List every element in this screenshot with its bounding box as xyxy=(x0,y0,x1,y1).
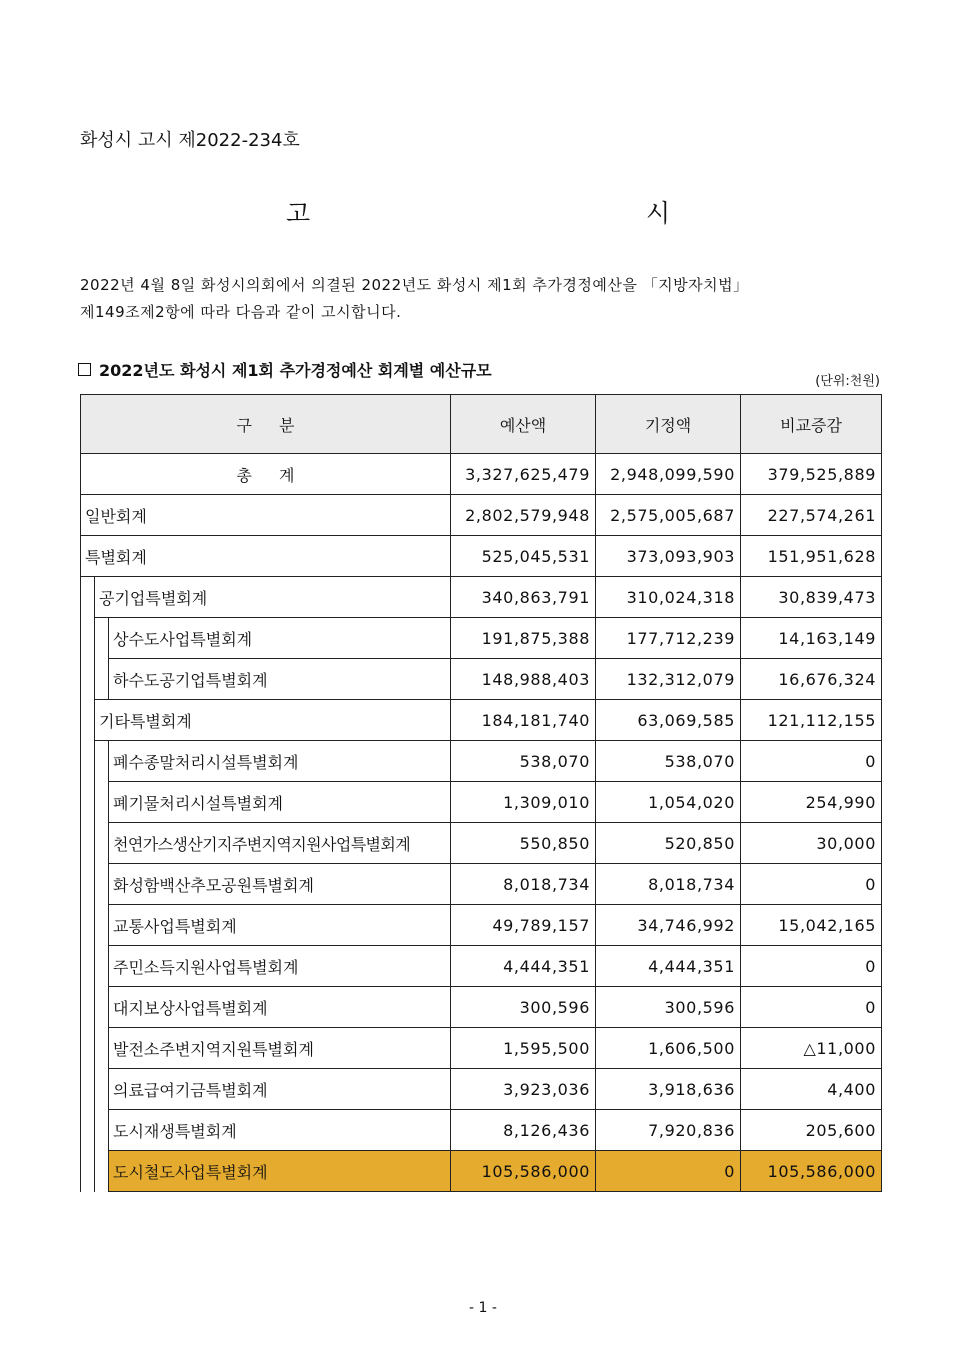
table-row xyxy=(81,741,882,782)
total-existing: 2,948,099,590 xyxy=(596,454,741,495)
row-label: 일반회계 xyxy=(81,495,451,536)
row-label: 하수도공기업특별회계 xyxy=(109,659,451,700)
row-diff: △11,000 xyxy=(741,1028,882,1069)
row-budget: 8,126,436 xyxy=(451,1110,596,1151)
row-diff: 0 xyxy=(741,741,882,782)
row-budget: 300,596 xyxy=(451,987,596,1028)
row-diff: 30,839,473 xyxy=(741,577,882,618)
row-diff: 151,951,628 xyxy=(741,536,882,577)
row-diff: 14,163,149 xyxy=(741,618,882,659)
total-diff: 379,525,889 xyxy=(741,454,882,495)
row-label: 주민소득지원사업특별회계 xyxy=(109,946,451,987)
indent-spacer xyxy=(95,618,109,700)
table-row xyxy=(81,1110,882,1151)
row-diff: 30,000 xyxy=(741,823,882,864)
table-header-row xyxy=(81,395,882,454)
row-budget: 1,595,500 xyxy=(451,1028,596,1069)
row-budget: 1,309,010 xyxy=(451,782,596,823)
row-existing: 300,596 xyxy=(596,987,741,1028)
budget-table xyxy=(80,394,882,1192)
row-budget: 3,923,036 xyxy=(451,1069,596,1110)
row-budget: 8,018,734 xyxy=(451,864,596,905)
row-existing: 7,920,836 xyxy=(596,1110,741,1151)
row-label: 특별회계 xyxy=(81,536,451,577)
table-row xyxy=(81,987,882,1028)
row-label: 기타특별회계 xyxy=(95,700,451,741)
row-budget: 148,988,403 xyxy=(451,659,596,700)
row-budget: 191,875,388 xyxy=(451,618,596,659)
page-number: - 1 - xyxy=(469,1300,497,1316)
table-row xyxy=(81,577,882,618)
row-existing: 177,712,239 xyxy=(596,618,741,659)
row-existing: 63,069,585 xyxy=(596,700,741,741)
table-row xyxy=(81,864,882,905)
row-budget: 2,802,579,948 xyxy=(451,495,596,536)
row-label: 대지보상사업특별회계 xyxy=(109,987,451,1028)
row-label: 도시재생특별회계 xyxy=(109,1110,451,1151)
table-row xyxy=(81,905,882,946)
section-heading-text: 2022년도 화성시 제1회 추가경정예산 회계별 예산규모 xyxy=(99,361,492,380)
row-diff: 227,574,261 xyxy=(741,495,882,536)
total-budget: 3,327,625,479 xyxy=(451,454,596,495)
intro-paragraph xyxy=(80,272,880,326)
intro-line-2: 제149조제2항에 따라 다음과 같이 고시합니다. xyxy=(80,303,402,321)
row-label: 폐수종말처리시설특별회계 xyxy=(109,741,451,782)
table-row xyxy=(81,1069,882,1110)
row-diff: 0 xyxy=(741,864,882,905)
row-budget: 184,181,740 xyxy=(451,700,596,741)
table-row xyxy=(81,823,882,864)
row-diff: 0 xyxy=(741,946,882,987)
row-label: 도시철도사업특별회계 xyxy=(109,1151,451,1192)
row-diff: 4,400 xyxy=(741,1069,882,1110)
intro-line-1: 2022년 4월 8일 화성시의회에서 의결된 2022년도 화성시 제1회 추가경정예산을 「지방자치법」 xyxy=(80,276,749,294)
header-category: 구 분 xyxy=(81,395,451,454)
row-existing: 373,093,903 xyxy=(596,536,741,577)
row-existing: 520,850 xyxy=(596,823,741,864)
row-label: 상수도사업특별회계 xyxy=(109,618,451,659)
section-heading xyxy=(78,358,492,381)
row-diff: 15,042,165 xyxy=(741,905,882,946)
row-existing: 310,024,318 xyxy=(596,577,741,618)
row-diff: 0 xyxy=(741,987,882,1028)
table-row-highlighted xyxy=(81,1151,882,1192)
title-char-si: 시 xyxy=(646,199,671,228)
row-existing: 1,054,020 xyxy=(596,782,741,823)
indent-spacer xyxy=(95,741,109,1192)
checkbox-square-icon xyxy=(78,363,91,376)
indent-spacer xyxy=(81,577,95,1192)
row-existing: 34,746,992 xyxy=(596,905,741,946)
table-row xyxy=(81,536,882,577)
table-row-total xyxy=(81,454,882,495)
table-row xyxy=(81,618,882,659)
row-existing: 8,018,734 xyxy=(596,864,741,905)
row-existing: 2,575,005,687 xyxy=(596,495,741,536)
row-budget: 49,789,157 xyxy=(451,905,596,946)
row-label: 화성함백산추모공원특별회계 xyxy=(109,864,451,905)
row-label: 폐기물처리시설특별회계 xyxy=(109,782,451,823)
row-existing: 132,312,079 xyxy=(596,659,741,700)
row-label: 천연가스생산기지주변지역지원사업특별회계 xyxy=(109,823,451,864)
row-existing: 4,444,351 xyxy=(596,946,741,987)
row-budget: 105,586,000 xyxy=(451,1151,596,1192)
row-existing: 538,070 xyxy=(596,741,741,782)
row-existing: 1,606,500 xyxy=(596,1028,741,1069)
header-budget: 예산액 xyxy=(451,395,596,454)
row-diff: 16,676,324 xyxy=(741,659,882,700)
row-diff: 205,600 xyxy=(741,1110,882,1151)
row-label: 교통사업특별회계 xyxy=(109,905,451,946)
header-existing: 기정액 xyxy=(596,395,741,454)
table-row xyxy=(81,782,882,823)
row-diff: 121,112,155 xyxy=(741,700,882,741)
row-budget: 538,070 xyxy=(451,741,596,782)
row-budget: 340,863,791 xyxy=(451,577,596,618)
row-budget: 525,045,531 xyxy=(451,536,596,577)
table-row xyxy=(81,946,882,987)
row-label: 의료급여기금특별회계 xyxy=(109,1069,451,1110)
total-label: 총 계 xyxy=(81,454,451,495)
table-row xyxy=(81,700,882,741)
row-existing: 3,918,636 xyxy=(596,1069,741,1110)
table-row xyxy=(81,1028,882,1069)
row-label: 공기업특별회계 xyxy=(95,577,451,618)
table-row xyxy=(81,659,882,700)
row-existing: 0 xyxy=(596,1151,741,1192)
unit-label: (단위:천원) xyxy=(815,374,880,389)
row-budget: 4,444,351 xyxy=(451,946,596,987)
row-budget: 550,850 xyxy=(451,823,596,864)
header-diff: 비교증감 xyxy=(741,395,882,454)
row-diff: 254,990 xyxy=(741,782,882,823)
row-diff: 105,586,000 xyxy=(741,1151,882,1192)
title-char-go: 고 xyxy=(286,199,311,228)
notice-number: 화성시 고시 제2022-234호 xyxy=(80,130,300,151)
table-row xyxy=(81,495,882,536)
row-label: 발전소주변지역지원특별회계 xyxy=(109,1028,451,1069)
